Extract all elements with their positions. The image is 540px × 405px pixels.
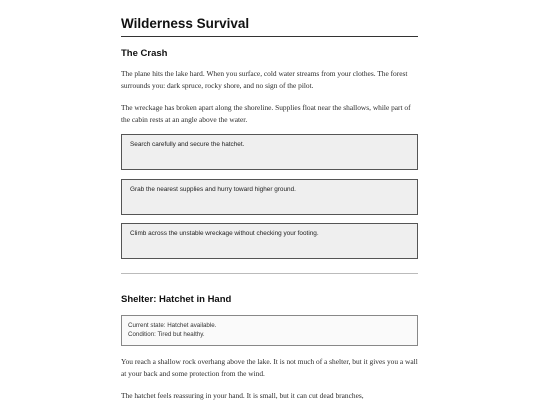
scene-heading-crash: The Crash bbox=[121, 48, 168, 59]
scene-heading-shelter: Shelter: Hatchet in Hand bbox=[121, 294, 232, 305]
status-state: Current state: Hatchet available. bbox=[128, 322, 217, 329]
choice-climb-wreckage-button[interactable]: Climb across the unstable wreckage without checking your footing. bbox=[121, 223, 418, 259]
status-box bbox=[121, 315, 418, 346]
page-title: Wilderness Survival bbox=[121, 15, 418, 37]
scene-paragraph: You reach a shallow rock overhang above the lake. It is not much of a shelter, but it gives you a wall at your back and some protection from the wind. bbox=[121, 357, 418, 378]
choice-grab-supplies-button[interactable]: Grab the nearest supplies and hurry toward higher ground. bbox=[121, 179, 418, 215]
scene-paragraph: The hatchet feels reassuring in your hand. It is small, but it can cut dead branches, bbox=[121, 391, 364, 400]
choice-secure-hatchet-button[interactable]: Search carefully and secure the hatchet. bbox=[121, 134, 418, 170]
scene-paragraph: The plane hits the lake hard. When you surface, cold water streams from your clothes. The forest surrounds you: dark spruce, rocky shore, and no sign of the pilot. bbox=[121, 69, 408, 90]
section-divider bbox=[121, 273, 418, 274]
status-condition: Condition: Tired but healthy. bbox=[128, 331, 205, 338]
scene-paragraph: The wreckage has broken apart along the shoreline. Supplies float near the shallows, while part of the cabin rests at an angle above the water. bbox=[121, 103, 411, 124]
